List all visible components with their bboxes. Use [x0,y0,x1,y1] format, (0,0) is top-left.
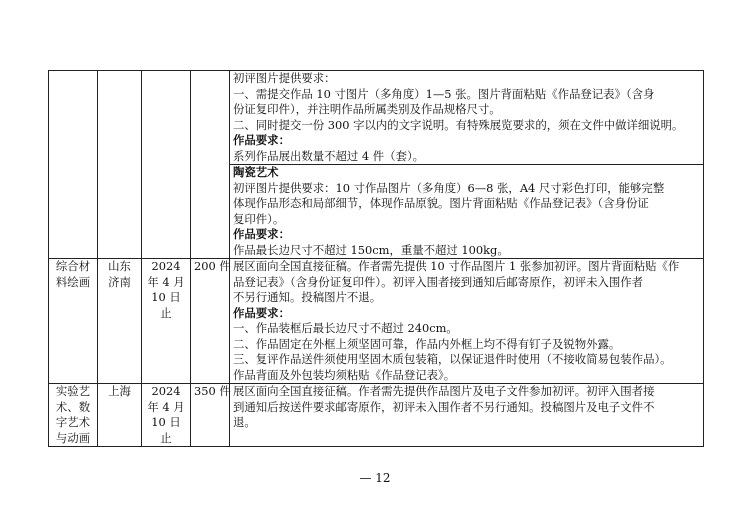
requirement-line: 初评图片提供要求：10 寸作品图片（多角度）6—8 张，A4 尺寸彩色打印，能够完整 [233,180,665,195]
deadline-text: 止 [160,430,172,445]
count-cell [191,71,230,259]
requirement-line: 退。 [233,415,256,429]
category-text: 料绘画 [55,274,91,289]
location-cell [98,71,142,259]
requirement-line: 到通知后按送件要求邮寄原作，初评未入围作者不另行通知。投稿图片及电子文件不 [233,399,655,414]
requirement-line: 不另行通知。投稿图片不退。 [233,290,382,304]
section-heading: 陶瓷艺术 [233,165,279,179]
requirement-line: 一、作品装框后最长边尺寸不超过 240cm。 [233,321,458,335]
requirement-line: 系列作品展出数量不超过 4 件（套）。 [233,148,425,163]
count-cell [191,384,230,447]
category-text: 与动画 [55,430,91,445]
section-heading: 作品要求： [233,305,290,320]
location-text: 山东 [108,259,131,273]
requirements-cell [230,259,704,384]
exhibition-requirements-table [48,70,704,447]
section-heading: 作品要求： [233,227,290,241]
deadline-text: 年 4 月 [147,274,185,289]
location-cell [98,384,142,447]
category-cell [49,259,98,384]
requirement-line: 展区面向全国直接征稿。作者需先提供作品图片及电子文件参加初评。初评入围者接 [233,384,655,398]
count-text: 350 件 [194,384,231,398]
location-text: 济南 [108,274,131,289]
deadline-text: 2024 [151,384,181,398]
category-text: 实验艺 [55,384,91,398]
deadline-cell [142,384,191,447]
deadline-cell [142,259,191,384]
table-body [49,71,704,447]
table-row [49,259,704,384]
requirement-line: 作品背面及外包装均须粘贴《作品登记表》。 [233,367,456,382]
category-text: 综合材 [55,259,91,273]
section-heading: 作品要求： [233,133,290,147]
requirement-line: 份证复印件），并注明作品所属类别及作品规格尺寸。 [233,102,501,116]
count-cell [191,259,230,384]
count-text: 200 件 [194,259,231,273]
location-text: 上海 [108,384,131,398]
category-text: 术、数 [55,399,91,414]
page-number: — 12 [359,471,391,485]
requirement-line: 展区面向全国直接征稿。作者需先提供 10 寸作品图片 1 张参加初评。图片背面粘贴《作 [233,259,680,273]
category-cell [49,384,98,447]
location-cell [98,259,142,384]
table-row [49,384,704,447]
requirement-line: 体现作品形态和局部细节，体现作品原貌。图片背面粘贴《作品登记表》（含身份证 [233,196,649,210]
requirement-line: 二、作品固定在外框上须坚固可靠，作品内外框上均不得有钉子及锐物外露。 [233,336,621,351]
deadline-cell [142,71,191,259]
requirement-line: 二、同时提交一份 300 字以内的文字说明。有特殊展览要求的，须在文件中做详细说明。 [233,117,684,132]
deadline-text: 10 日 [151,290,181,304]
requirement-line: 三、复评作品送件须使用坚固木质包装箱，以保证退件时使用（不接收简易包装作品）。 [233,352,672,366]
deadline-text: 2024 [151,259,181,273]
table-row [49,71,704,165]
deadline-text: 10 日 [151,415,181,429]
requirements-cell [230,165,704,259]
requirement-line: 复印件）。 [233,211,285,226]
requirement-line: 作品最长边尺寸不超过 150cm，重量不超过 100kg。 [233,242,509,257]
category-text: 字艺术 [55,415,91,429]
category-cell [49,71,98,259]
requirement-line: 初评图片提供要求： [233,71,336,85]
requirements-cell [230,71,704,165]
requirement-line: 一、需提交作品 10 寸图片（多角度）1—5 张。图片背面粘贴《作品登记表》（含身 [233,86,655,101]
requirement-line: 品登记表》（含身份证复印件）。初评入围者接到通知后邮寄原作，初评未入围作者 [233,274,644,289]
deadline-text: 止 [160,305,172,320]
requirements-cell [230,384,704,447]
deadline-text: 年 4 月 [147,399,185,414]
